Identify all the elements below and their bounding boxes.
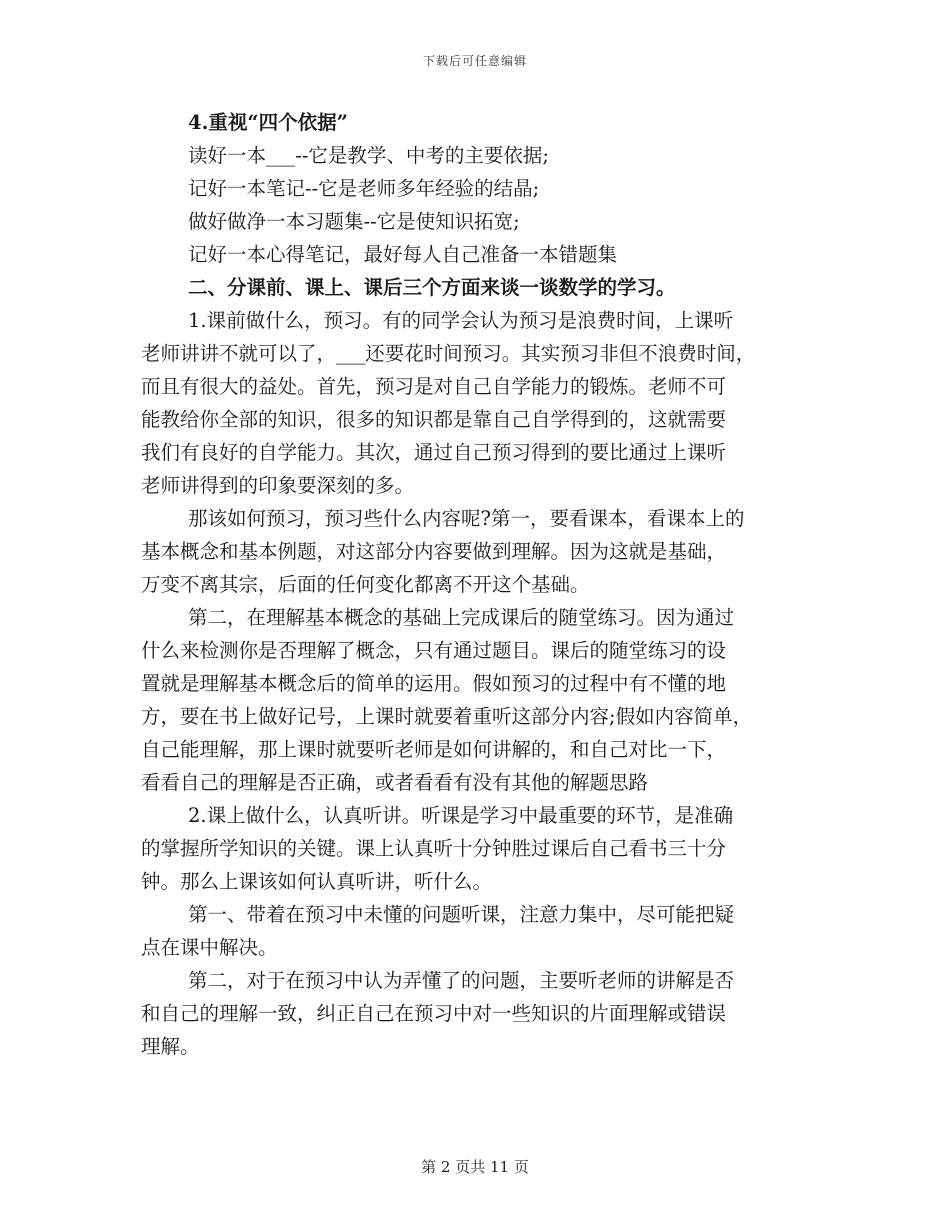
- text-line: 什么来检测你是否理解了概念，只有通过题目。课后的随堂练习的设: [141, 639, 727, 662]
- text-line: 基本概念和基本例题，对这部分内容要做到理解。因为这就是基础，: [141, 540, 727, 563]
- page-number: 第 2 页共 11 页: [421, 1158, 529, 1176]
- page-header-note: 下载后可任意编辑: [422, 54, 527, 68]
- text-line: 那该如何预习，预习些什么内容呢?第一，要看课本，看课本上的: [188, 507, 745, 530]
- text-line: 做好做净一本习题集--它是使知识拓宽;: [188, 210, 520, 233]
- text-line: 读好一本___--它是教学、中考的主要依据;: [188, 144, 549, 167]
- text-line: 2.课上做什么，认真听讲。听课是学习中最重要的环节，是准确: [188, 804, 734, 827]
- text-line: 老师讲讲不就可以了，___还要花时间预习。其实预习非但不浪费时间，: [141, 342, 756, 365]
- text-line: 置就是理解基本概念后的简单的运用。假如预习的过程中有不懂的地: [141, 672, 727, 695]
- text-line: 的掌握所学知识的关键。课上认真听十分钟胜过课后自己看书三十分: [141, 837, 727, 860]
- text-line: 而且有很大的益处。首先，预习是对自己自学能力的锻炼。老师不可: [141, 375, 727, 398]
- text-line: 第二，对于在预习中认为弄懂了的问题，主要听老师的讲解是否: [188, 969, 735, 992]
- text-line: 和自己的理解一致，纠正自己在预习中对一些知识的片面理解或错误: [141, 1002, 727, 1025]
- document-body: [141, 106, 813, 1063]
- text-line: 自己能理解，那上课时就要听老师是如何讲解的，和自己对比一下，: [141, 738, 727, 761]
- text-line: 点在课中解决。: [141, 936, 278, 959]
- text-line: 能教给你全部的知识，很多的知识都是靠自己自学得到的，这就需要: [141, 408, 727, 431]
- text-line: 方，要在书上做好记号，上课时就要着重听这部分内容;假如内容简单，: [141, 705, 753, 728]
- text-line: 老师讲得到的印象要深刻的多。: [141, 474, 415, 497]
- section-heading-line: 二、分课前、课上、课后三个方面来谈一谈数学的学习。: [188, 276, 676, 299]
- text-line: 看看自己的理解是否正确，或者看看有没有其他的解题思路: [141, 771, 649, 794]
- text-line: 钟。那么上课该如何认真听讲，听什么。: [141, 870, 493, 893]
- text-line: 记好一本心得笔记，最好每人自己准备一本错题集: [188, 243, 618, 266]
- text-line: 第二，在理解基本概念的基础上完成课后的随堂练习。因为通过: [188, 606, 735, 629]
- text-line: 万变不离其宗，后面的任何变化都离不开这个基础。: [141, 573, 590, 596]
- text-line: 第一、带着在预习中未懂的问题听课，注意力集中，尽可能把疑: [188, 903, 735, 926]
- section-heading-line: 4.重视“四个依据”: [188, 111, 348, 134]
- text-line: 记好一本笔记--它是老师多年经验的结晶;: [188, 177, 540, 200]
- text-line: 理解。: [141, 1035, 200, 1058]
- text-line: 1.课前做什么，预习。有的同学会认为预习是浪费时间，上课听: [188, 309, 734, 332]
- text-line: 我们有良好的自学能力。其次，通过自己预习得到的要比通过上课听: [141, 441, 727, 464]
